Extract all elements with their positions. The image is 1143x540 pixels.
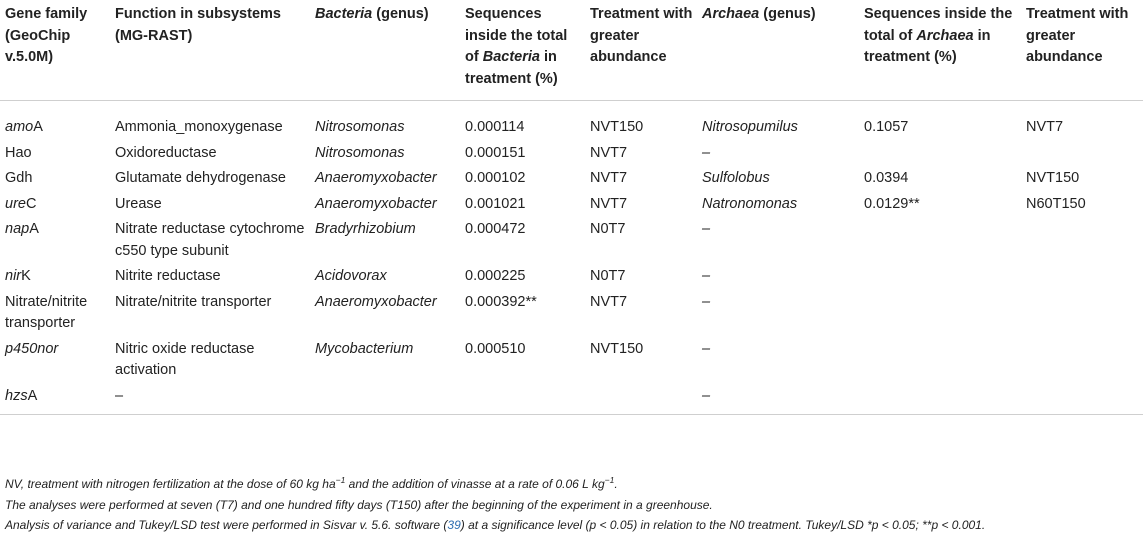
cell-archaea-treatment: NVT7 bbox=[1026, 119, 1064, 135]
cell-bacteria-sequences: 0.000151 bbox=[465, 144, 526, 161]
cell-bacteria-genus bbox=[310, 386, 460, 415]
cell-archaea-sequences bbox=[859, 219, 1021, 266]
gene-table bbox=[0, 4, 1143, 415]
cell-gene-family: ureC bbox=[5, 195, 37, 212]
cell-archaea-treatment bbox=[1021, 143, 1143, 169]
table-row bbox=[0, 168, 1143, 194]
cell-archaea-treatment bbox=[1021, 339, 1143, 386]
cell-function: Oxidoreductase bbox=[115, 144, 217, 161]
cell-archaea-genus: Natronomonas bbox=[702, 195, 798, 212]
cell-bacteria-treatment: NVT7 bbox=[590, 170, 628, 186]
cell-archaea-genus: – bbox=[702, 268, 711, 284]
cell-bacteria-treatment: NVT7 bbox=[590, 195, 628, 212]
cell-bacteria-genus: Acidovorax bbox=[315, 268, 387, 284]
cell-bacteria-sequences: 0.000225 bbox=[465, 268, 526, 284]
cell-function: Nitrite reductase bbox=[115, 268, 221, 284]
cell-archaea-sequences bbox=[859, 266, 1021, 292]
cell-archaea-sequences: 0.0394 bbox=[864, 170, 909, 186]
cell-gene-family: nirK bbox=[5, 268, 31, 284]
cell-bacteria-treatment: NVT150 bbox=[590, 340, 644, 357]
cell-gene-family: hzsA bbox=[0, 386, 110, 415]
reference-link[interactable]: 39 bbox=[447, 518, 461, 532]
cell-archaea-genus: – bbox=[702, 144, 711, 161]
header-archaea-sequences: Sequences inside the total of Archaea in treatment (%) bbox=[859, 4, 1021, 101]
cell-archaea-treatment: NVT150 bbox=[1026, 170, 1080, 186]
header-row bbox=[0, 4, 1143, 101]
footnote-nv: NV, treatment with nitrogen fertilization at the dose of 60 kg $ha^{-1}$ and the addition of vinasse at a rate of 0.06 L $kg^{-1}$. bbox=[5, 475, 618, 491]
cell-bacteria-genus: Mycobacterium bbox=[315, 340, 414, 357]
cell-bacteria-sequences: 0.000510 bbox=[465, 340, 526, 357]
cell-archaea-sequences bbox=[859, 143, 1021, 169]
cell-bacteria-sequences: 0.000472 bbox=[465, 221, 526, 237]
cell-function: Ammonia_monoxygenase bbox=[115, 119, 283, 135]
cell-archaea-treatment: N60T150 bbox=[1026, 195, 1086, 212]
cell-archaea-genus: – bbox=[702, 293, 711, 310]
cell-archaea-sequences: 0.0129** bbox=[864, 195, 920, 212]
cell-archaea-sequences bbox=[859, 292, 1021, 339]
header-archaea-genus: Archaea (genus) bbox=[697, 4, 859, 101]
header-function: Function in subsystems (MG-RAST) bbox=[110, 4, 310, 101]
cell-gene-family: Hao bbox=[5, 144, 32, 161]
table-row bbox=[0, 266, 1143, 292]
cell-function: Nitrate reductase cytochrome c550 type subunit bbox=[115, 221, 305, 259]
cell-function: – bbox=[110, 386, 310, 415]
table-row bbox=[0, 219, 1143, 266]
header-bacteria-treatment: Treatment with greater abundance bbox=[585, 4, 697, 101]
header-archaea-treatment: Treatment with greater abundance bbox=[1021, 4, 1143, 101]
table-row bbox=[0, 386, 1143, 415]
table-row bbox=[0, 143, 1143, 169]
cell-function: Urease bbox=[115, 195, 162, 212]
cell-bacteria-sequences: 0.000392** bbox=[465, 293, 537, 310]
cell-bacteria-sequences: 0.001021 bbox=[465, 195, 526, 212]
table-row bbox=[0, 101, 1143, 143]
cell-archaea-treatment bbox=[1021, 386, 1143, 415]
cell-gene-family: p450nor bbox=[5, 340, 59, 357]
cell-bacteria-genus: Anaeromyxobacter bbox=[315, 195, 437, 212]
cell-bacteria-genus: Nitrosomonas bbox=[315, 144, 405, 161]
cell-bacteria-treatment: N0T7 bbox=[590, 268, 626, 284]
cell-archaea-genus: – bbox=[702, 221, 711, 237]
cell-archaea-genus: Nitrosopumilus bbox=[702, 119, 798, 135]
cell-function: Nitric oxide reductase activation bbox=[115, 340, 255, 378]
cell-archaea-genus: Sulfolobus bbox=[702, 170, 770, 186]
cell-gene-family: Gdh bbox=[5, 170, 33, 186]
cell-archaea-treatment bbox=[1021, 266, 1143, 292]
cell-archaea-sequences bbox=[859, 339, 1021, 386]
table-row bbox=[0, 194, 1143, 220]
cell-gene-family: amoA bbox=[5, 119, 43, 135]
cell-function: Nitrate/nitrite transporter bbox=[115, 293, 272, 310]
table-row bbox=[0, 292, 1143, 339]
cell-gene-family: Nitrate/nitrite transporter bbox=[5, 293, 88, 331]
header-gene-family: Gene family (GeoChip v.5.0M) bbox=[0, 4, 110, 101]
header-bacteria-sequences: Sequences inside the total of Bacteria in treatment (%) bbox=[460, 4, 585, 101]
cell-bacteria-treatment: NVT150 bbox=[590, 119, 644, 135]
cell-bacteria-treatment: N0T7 bbox=[590, 221, 626, 237]
cell-bacteria-sequences: 0.000102 bbox=[465, 170, 526, 186]
cell-bacteria-genus: Bradyrhizobium bbox=[315, 221, 416, 237]
cell-archaea-sequences: 0.1057 bbox=[864, 119, 909, 135]
footnote-statistics: Analysis of variance and Tukey/LSD test were performed in Sisvar v. 5.6. software (39) at a significance level (p < 0.05) in relation to the N0 treatment. Tukey/LSD *p < 0.05; **p < 0.001. bbox=[5, 518, 986, 532]
table-footnotes bbox=[5, 474, 1135, 536]
cell-bacteria-sequences bbox=[460, 386, 585, 415]
cell-gene-family: napA bbox=[5, 221, 39, 237]
cell-bacteria-genus: Anaeromyxobacter bbox=[315, 293, 437, 310]
cell-bacteria-genus: Anaeromyxobacter bbox=[315, 170, 437, 186]
cell-archaea-genus: – bbox=[697, 386, 859, 415]
footnote-analyses: The analyses were performed at seven (T7) and one hundred fifty days (T150) after the beginning of the experiment in a greenhouse. bbox=[5, 497, 713, 512]
cell-bacteria-treatment: NVT7 bbox=[590, 144, 628, 161]
header-bacteria-genus: Bacteria (genus) bbox=[310, 4, 460, 101]
cell-bacteria-genus: Nitrosomonas bbox=[315, 119, 405, 135]
cell-archaea-sequences bbox=[859, 386, 1021, 415]
cell-archaea-treatment bbox=[1021, 219, 1143, 266]
cell-archaea-treatment bbox=[1021, 292, 1143, 339]
cell-bacteria-treatment bbox=[585, 386, 697, 415]
cell-bacteria-treatment: NVT7 bbox=[590, 293, 628, 310]
cell-function: Glutamate dehydrogenase bbox=[115, 170, 286, 186]
cell-bacteria-sequences: 0.000114 bbox=[465, 119, 525, 135]
table-row bbox=[0, 339, 1143, 386]
cell-archaea-genus: – bbox=[702, 340, 711, 357]
